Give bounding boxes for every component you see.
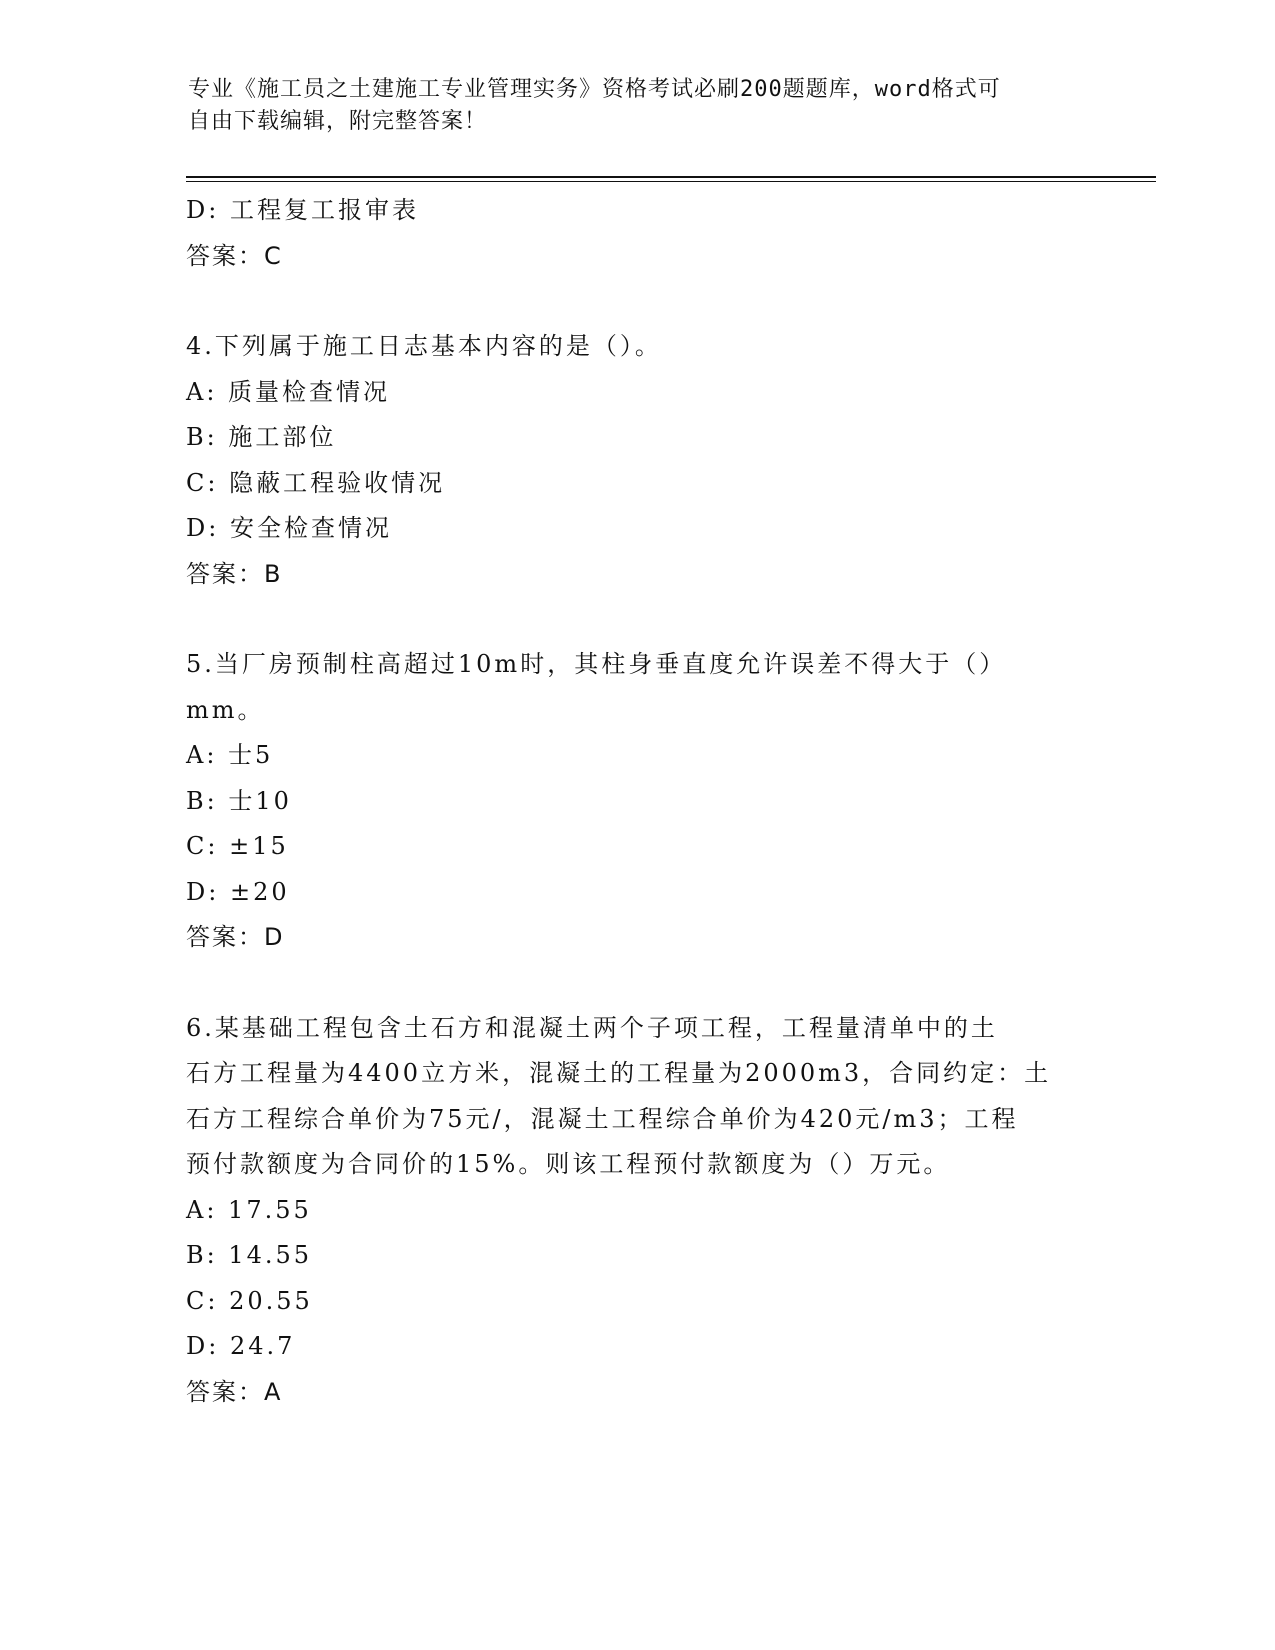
question-stem-line-4: 预付款额度为合同价的15%。则该工程预付款额度为（）万元。 <box>186 1150 951 1178</box>
option-b: B: 施工部位 <box>186 423 337 451</box>
option-c: C: ±15 <box>186 832 289 860</box>
option-d: D: 24.7 <box>186 1332 296 1360</box>
spacer <box>186 597 1086 642</box>
question-stem-line-2: mm。 <box>186 695 265 724</box>
question-6 <box>186 1006 1086 1416</box>
answer-line: 答案：D <box>186 923 285 951</box>
answer-line: 答案：A <box>186 1377 283 1406</box>
question-stem-line-1: 5.当厂房预制柱高超过10m时，其柱身垂直度允许误差不得大于（） <box>186 650 1007 678</box>
option-a: A: 质量检查情况 <box>186 377 391 406</box>
question-5 <box>186 642 1086 961</box>
spacer <box>186 961 1086 1006</box>
option-c: C: 20.55 <box>186 1286 313 1315</box>
option-d: D: 工程复工报审表 <box>186 196 419 224</box>
option-a: A: 17.55 <box>186 1195 312 1224</box>
question-stem-line-1: 6.某基础工程包含土石方和混凝土两个子项工程，工程量清单中的土 <box>186 1013 998 1042</box>
answer-line: 答案：C <box>186 241 283 270</box>
answer-line: 答案：B <box>186 559 283 588</box>
spacer <box>186 279 1086 324</box>
option-d: D: ±20 <box>186 877 290 906</box>
option-b: B: 14.55 <box>186 1241 313 1269</box>
option-b: B: 士10 <box>186 786 292 815</box>
question-stem: 4.下列属于施工日志基本内容的是（）。 <box>186 332 662 360</box>
option-a: A: 士5 <box>186 741 274 769</box>
header-divider-thin <box>186 181 1156 182</box>
question-stem-line-2: 石方工程量为4400立方米，混凝土的工程量为2000m3，合同约定：土 <box>186 1059 1052 1087</box>
question-4 <box>186 324 1086 597</box>
document-header <box>188 74 1088 138</box>
question-3-tail <box>186 188 1086 279</box>
question-body <box>186 188 1086 1415</box>
header-line-2: 自由下载编辑，附完整答案！ <box>188 109 488 134</box>
option-c: C: 隐蔽工程验收情况 <box>186 468 446 497</box>
header-line-1: 专业《施工员之土建施工专业管理实务》资格考试必刷200题题库，word格式可 <box>188 77 1001 102</box>
option-d: D: 安全检查情况 <box>186 514 392 542</box>
header-divider-thick <box>186 176 1156 178</box>
question-stem-line-3: 石方工程综合单价为75元/，混凝土工程综合单价为420元/m3；工程 <box>186 1104 1019 1133</box>
